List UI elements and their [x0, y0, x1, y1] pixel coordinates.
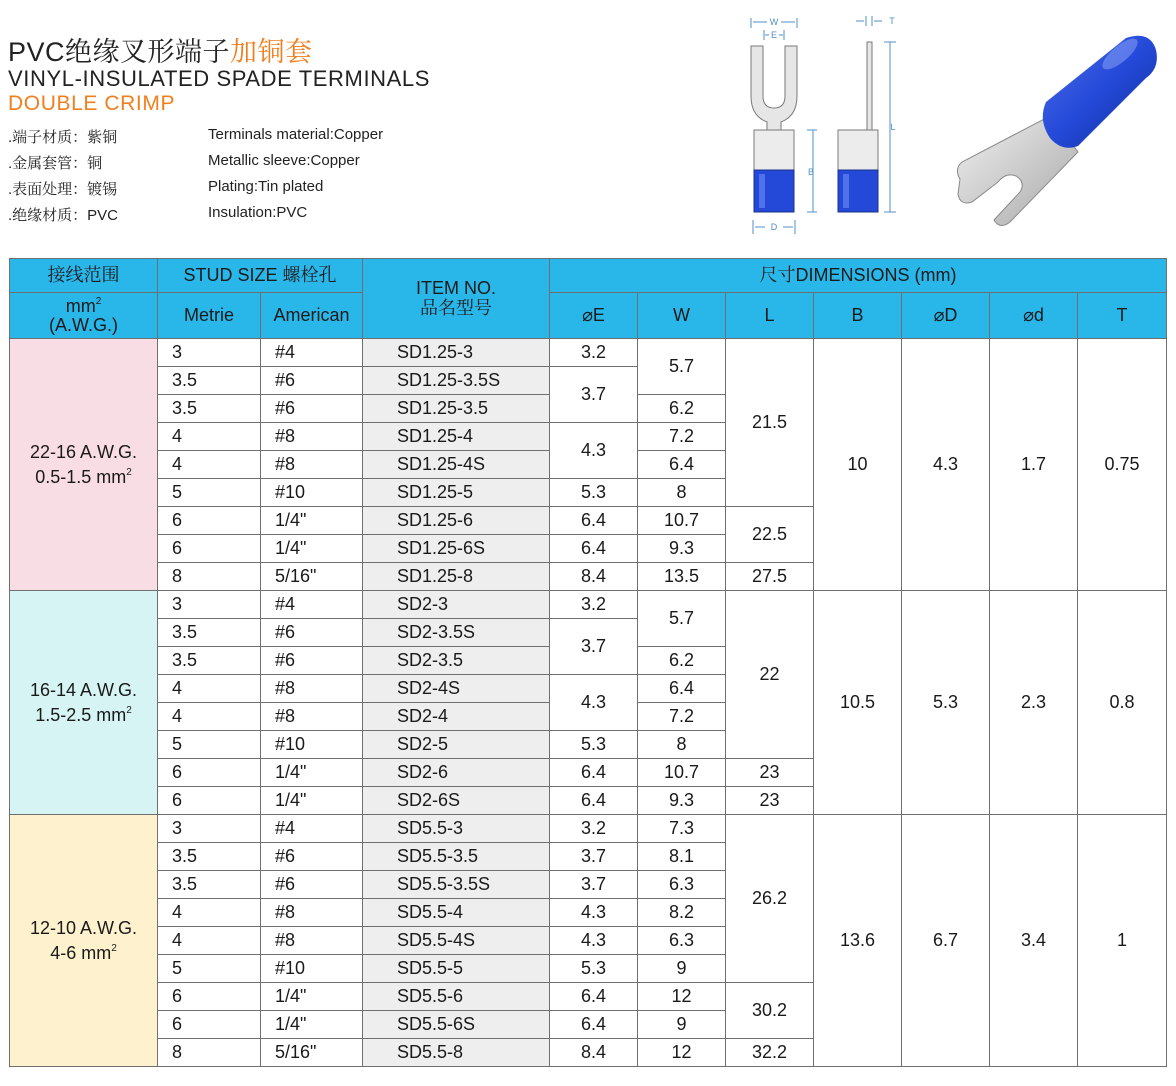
metric-cell: 3	[158, 815, 261, 843]
t-cell: 0.8	[1078, 591, 1167, 815]
item-cell: SD5.5-6S	[363, 1011, 550, 1039]
e-cell: 3.2	[550, 815, 638, 843]
w-cell: 7.2	[638, 703, 726, 731]
copper-sleeve-side	[838, 130, 878, 170]
metric-cell: 3.5	[158, 395, 261, 423]
american-cell: #8	[261, 675, 363, 703]
item-cell: SD2-3	[363, 591, 550, 619]
awg-range: 22-16 A.W.G.	[29, 442, 138, 463]
w-cell: 6.4	[638, 675, 726, 703]
header-l: L	[726, 293, 814, 339]
awg-group	[10, 339, 1167, 591]
e-cell: 5.3	[550, 479, 638, 507]
l-cell: 26.2	[726, 815, 814, 983]
metric-cell: 3	[158, 339, 261, 367]
terminal-front-drawing	[745, 12, 817, 242]
w-cell: 5.7	[638, 591, 726, 647]
dim-big-d-label: D	[770, 222, 778, 232]
metric-cell: 4	[158, 899, 261, 927]
item-cell: SD5.5-3	[363, 815, 550, 843]
metric-cell: 3	[158, 591, 261, 619]
t-cell: 1	[1078, 815, 1167, 1067]
item-cell: SD5.5-4	[363, 899, 550, 927]
metric-cell: 3.5	[158, 619, 261, 647]
item-cell: SD1.25-6	[363, 507, 550, 535]
w-cell: 13.5	[638, 563, 726, 591]
american-cell: #4	[261, 815, 363, 843]
american-cell: #6	[261, 619, 363, 647]
e-cell: 5.3	[550, 731, 638, 759]
e-cell: 6.4	[550, 535, 638, 563]
spec-label-en: Metallic sleeve:Copper	[208, 152, 360, 169]
header-t: T	[1078, 293, 1167, 339]
dim-b-label: B	[807, 167, 815, 177]
header-b: B	[814, 293, 902, 339]
w-cell: 6.3	[638, 927, 726, 955]
header-wire-range: 接线范围	[10, 259, 158, 293]
l-cell: 23	[726, 787, 814, 815]
big-d-cell: 4.3	[902, 339, 990, 591]
spec-table	[9, 258, 1167, 1067]
e-cell: 8.4	[550, 1039, 638, 1067]
small-d-cell: 3.4	[990, 815, 1078, 1067]
american-cell: #8	[261, 927, 363, 955]
header-stud-size: STUD SIZE 螺栓孔	[158, 259, 363, 293]
mm-range: 0.5-1.5 mm	[35, 466, 127, 487]
item-cell: SD2-5	[363, 731, 550, 759]
metric-cell: 3.5	[158, 647, 261, 675]
header-american: American	[261, 293, 363, 339]
item-cell: SD2-6	[363, 759, 550, 787]
photo-insulation	[1043, 36, 1157, 148]
american-cell: #10	[261, 479, 363, 507]
e-cell: 6.4	[550, 787, 638, 815]
awg-group	[10, 815, 1167, 1067]
b-cell: 10.5	[814, 591, 902, 815]
w-cell: 9	[638, 955, 726, 983]
w-cell: 10.7	[638, 759, 726, 787]
w-cell: 8.2	[638, 899, 726, 927]
copper-sleeve	[754, 130, 794, 170]
table-row	[10, 815, 1167, 843]
american-cell: #10	[261, 955, 363, 983]
item-cell: SD1.25-3	[363, 339, 550, 367]
american-cell: #8	[261, 451, 363, 479]
metric-cell: 4	[158, 927, 261, 955]
e-cell: 3.7	[550, 843, 638, 871]
item-cell: SD5.5-6	[363, 983, 550, 1011]
american-cell: #8	[261, 423, 363, 451]
american-cell: 1/4"	[261, 535, 363, 563]
page-title	[8, 30, 313, 69]
item-cell: SD1.25-5	[363, 479, 550, 507]
w-cell: 9	[638, 1011, 726, 1039]
metric-cell: 4	[158, 451, 261, 479]
american-cell: 5/16"	[261, 1039, 363, 1067]
metric-cell: 3.5	[158, 871, 261, 899]
american-cell: #6	[261, 871, 363, 899]
big-d-cell: 6.7	[902, 815, 990, 1067]
e-cell: 4.3	[550, 423, 638, 479]
mm-range: 1.5-2.5 mm	[35, 704, 127, 725]
american-cell: 1/4"	[261, 759, 363, 787]
metric-cell: 6	[158, 759, 261, 787]
awg-range: 12-10 A.W.G.	[29, 918, 138, 939]
spec-label-zh: .表面处理：镀锡	[8, 181, 118, 198]
dim-l-label: L	[890, 122, 896, 132]
e-cell: 4.3	[550, 675, 638, 731]
header-row	[10, 259, 1167, 293]
american-cell: 1/4"	[261, 983, 363, 1011]
w-cell: 7.2	[638, 423, 726, 451]
mm-exponent: 2	[111, 942, 117, 954]
spec-label-en: Insulation:PVC	[208, 204, 308, 221]
insulation-highlight	[759, 174, 765, 208]
metric-cell: 5	[158, 479, 261, 507]
item-cell: SD1.25-8	[363, 563, 550, 591]
w-cell: 8	[638, 731, 726, 759]
header-item-zh: 品名型号	[420, 297, 493, 318]
american-cell: #4	[261, 339, 363, 367]
header-w: W	[638, 293, 726, 339]
e-cell: 4.3	[550, 899, 638, 927]
w-cell: 6.2	[638, 395, 726, 423]
item-cell: SD1.25-4	[363, 423, 550, 451]
e-cell: 3.7	[550, 619, 638, 675]
mm-exponent: 2	[126, 466, 132, 478]
item-cell: SD1.25-3.5	[363, 395, 550, 423]
table-row	[10, 339, 1167, 367]
e-cell: 6.4	[550, 759, 638, 787]
item-cell: SD5.5-3.5	[363, 843, 550, 871]
american-cell: #8	[261, 703, 363, 731]
awg-group	[10, 591, 1167, 815]
american-cell: #6	[261, 647, 363, 675]
american-cell: #8	[261, 899, 363, 927]
subtitle: DOUBLE CRIMP	[8, 92, 176, 115]
wire-range-cell	[10, 339, 158, 591]
header-awg: (A.W.G.)	[49, 314, 118, 335]
w-cell: 9.3	[638, 787, 726, 815]
spade-blade-side	[867, 42, 872, 130]
header-small-d: ⌀d	[990, 293, 1078, 339]
header-row	[10, 293, 1167, 339]
l-cell: 22.5	[726, 507, 814, 563]
l-cell: 30.2	[726, 983, 814, 1039]
spec-label-en: Plating:Tin plated	[208, 178, 324, 195]
spec-label-zh: .绝缘材质：PVC	[8, 207, 119, 224]
spade-fork-outline	[751, 46, 797, 130]
w-cell: 8	[638, 479, 726, 507]
wire-range-cell	[10, 591, 158, 815]
item-cell: SD5.5-5	[363, 955, 550, 983]
metric-cell: 6	[158, 507, 261, 535]
american-cell: #6	[261, 843, 363, 871]
american-cell: 1/4"	[261, 787, 363, 815]
terminal-side-drawing	[830, 12, 900, 242]
header-mm-exponent: 2	[95, 295, 102, 307]
small-d-cell: 1.7	[990, 339, 1078, 591]
header-mm: mm	[65, 295, 96, 316]
w-cell: 8.1	[638, 843, 726, 871]
american-cell: #4	[261, 591, 363, 619]
metric-cell: 6	[158, 983, 261, 1011]
metric-cell: 4	[158, 423, 261, 451]
e-cell: 8.4	[550, 563, 638, 591]
title-main: PVC绝缘叉形端子	[8, 37, 231, 67]
w-cell: 6.2	[638, 647, 726, 675]
item-cell: SD5.5-8	[363, 1039, 550, 1067]
w-cell: 12	[638, 1039, 726, 1067]
item-cell: SD2-6S	[363, 787, 550, 815]
header-item-no	[363, 259, 550, 339]
awg-range: 16-14 A.W.G.	[29, 680, 138, 701]
header-item-en: ITEM NO.	[416, 277, 497, 298]
t-cell: 0.75	[1078, 339, 1167, 591]
metric-cell: 6	[158, 1011, 261, 1039]
w-cell: 6.4	[638, 451, 726, 479]
american-cell: #6	[261, 367, 363, 395]
w-cell: 7.3	[638, 815, 726, 843]
title-accent: 加铜套	[230, 37, 313, 67]
metric-cell: 5	[158, 731, 261, 759]
w-cell: 12	[638, 983, 726, 1011]
small-d-cell: 2.3	[990, 591, 1078, 815]
mm-exponent: 2	[126, 704, 132, 716]
w-cell: 6.3	[638, 871, 726, 899]
dim-t-label: T	[889, 16, 895, 26]
american-cell: 5/16"	[261, 563, 363, 591]
insulation-highlight-side	[843, 174, 849, 208]
spec-label-zh: .金属套管：铜	[8, 155, 103, 172]
e-cell: 6.4	[550, 1011, 638, 1039]
american-cell: #6	[261, 395, 363, 423]
wire-range-cell	[10, 815, 158, 1067]
dim-w-label: W	[769, 17, 779, 27]
metric-cell: 4	[158, 703, 261, 731]
e-cell: 3.7	[550, 871, 638, 899]
american-cell: 1/4"	[261, 1011, 363, 1039]
metric-cell: 3.5	[158, 843, 261, 871]
item-cell: SD2-4	[363, 703, 550, 731]
b-cell: 10	[814, 339, 902, 591]
spec-label-zh: .端子材质：紫铜	[8, 129, 118, 146]
dim-e-label: E	[770, 30, 778, 40]
l-cell: 32.2	[726, 1039, 814, 1067]
e-cell: 6.4	[550, 983, 638, 1011]
item-cell: SD2-3.5	[363, 647, 550, 675]
item-cell: SD5.5-3.5S	[363, 871, 550, 899]
item-cell: SD5.5-4S	[363, 927, 550, 955]
american-cell: #10	[261, 731, 363, 759]
header-e: ⌀E	[550, 293, 638, 339]
l-cell: 21.5	[726, 339, 814, 507]
e-cell: 3.7	[550, 367, 638, 423]
e-cell: 5.3	[550, 955, 638, 983]
american-cell: 1/4"	[261, 507, 363, 535]
metric-cell: 8	[158, 1039, 261, 1067]
metric-cell: 6	[158, 787, 261, 815]
english-title: VINYL-INSULATED SPADE TERMINALS	[8, 66, 431, 91]
metric-cell: 4	[158, 675, 261, 703]
l-cell: 23	[726, 759, 814, 787]
l-cell: 22	[726, 591, 814, 759]
header-dimensions: 尺寸DIMENSIONS (mm)	[550, 259, 1167, 293]
b-cell: 13.6	[814, 815, 902, 1067]
big-d-cell: 5.3	[902, 591, 990, 815]
item-cell: SD1.25-6S	[363, 535, 550, 563]
header-mm-awg	[10, 293, 158, 339]
e-cell: 3.2	[550, 339, 638, 367]
item-cell: SD2-4S	[363, 675, 550, 703]
header-big-d: ⌀D	[902, 293, 990, 339]
w-cell: 5.7	[638, 339, 726, 395]
l-cell: 27.5	[726, 563, 814, 591]
mm-range: 4-6 mm	[50, 942, 112, 963]
e-cell: 4.3	[550, 927, 638, 955]
item-cell: SD2-3.5S	[363, 619, 550, 647]
blue-spade-terminal-icon	[950, 24, 1160, 234]
metric-cell: 3.5	[158, 367, 261, 395]
item-cell: SD1.25-4S	[363, 451, 550, 479]
metric-cell: 8	[158, 563, 261, 591]
item-cell: SD1.25-3.5S	[363, 367, 550, 395]
table-row	[10, 591, 1167, 619]
metric-cell: 6	[158, 535, 261, 563]
header-metric: Metrie	[158, 293, 261, 339]
e-cell: 6.4	[550, 507, 638, 535]
metric-cell: 5	[158, 955, 261, 983]
w-cell: 10.7	[638, 507, 726, 535]
w-cell: 9.3	[638, 535, 726, 563]
e-cell: 3.2	[550, 591, 638, 619]
spec-label-en: Terminals material:Copper	[208, 126, 384, 143]
